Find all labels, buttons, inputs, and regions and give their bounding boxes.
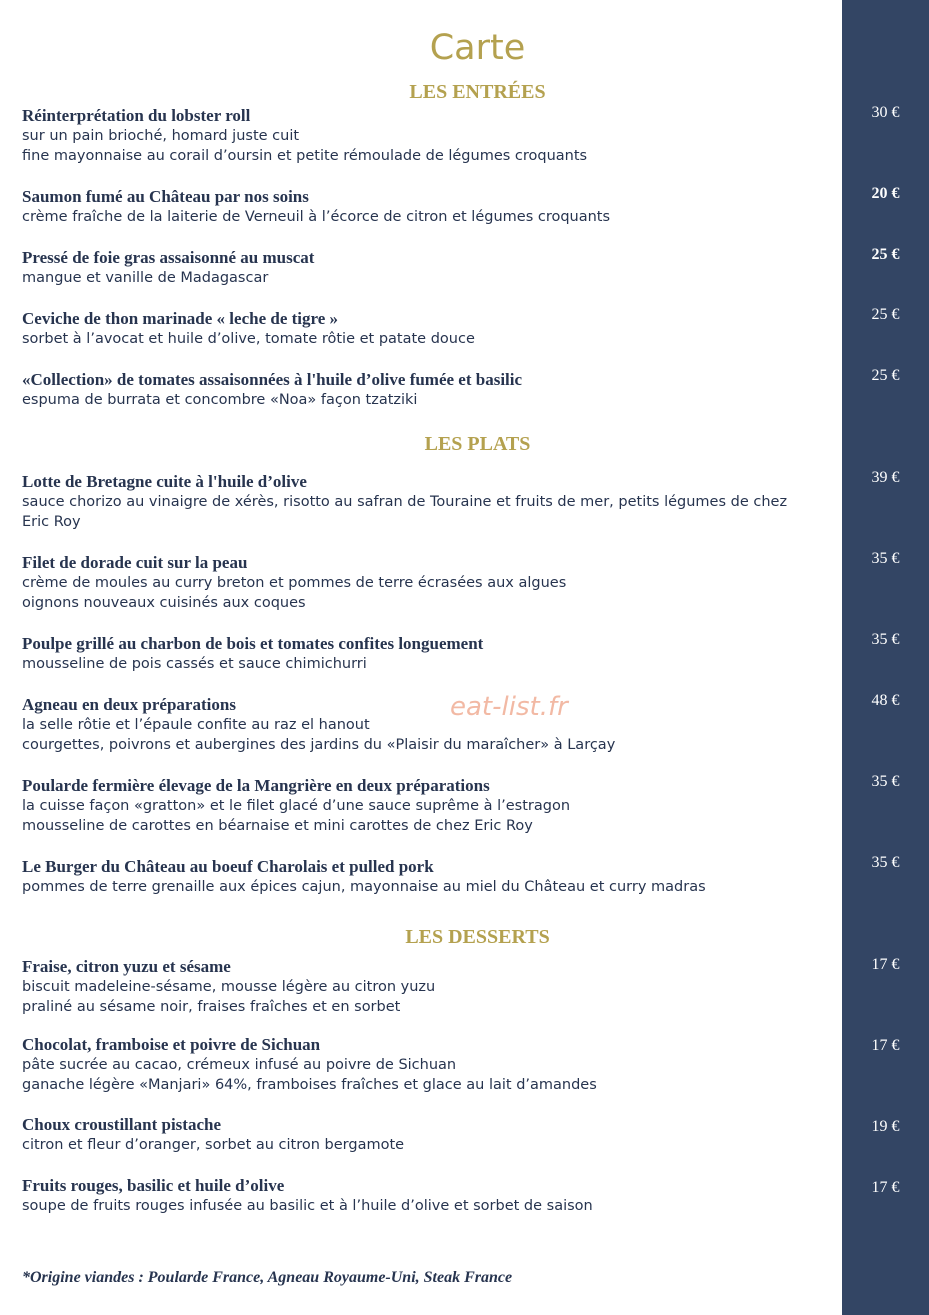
item-description-line: pâte sucrée au cacao, crémeux infusé au poivre de Sichuan: [22, 1057, 457, 1073]
item-description-line: sorbet à l’avocat et huile d’olive, tomate rôtie et patate douce: [22, 331, 475, 347]
item-description-line: mangue et vanille de Madagascar: [22, 270, 269, 286]
menu-item-burger: [22, 857, 822, 897]
item-description-line: la selle rôtie et l’épaule confite au raz el hanout: [22, 717, 370, 733]
item-name: «Collection» de tomates assaisonnées à l'huile d’olive fumée et basilic: [22, 370, 523, 389]
item-price: 17 €: [871, 1037, 900, 1054]
menu-item-fraise-yuzu: [22, 957, 822, 1018]
item-description-line: oignons nouveaux cuisinés aux coques: [22, 595, 306, 612]
item-description: [22, 977, 822, 1018]
item-price: 19 €: [871, 1118, 900, 1135]
menu-item-ceviche: [22, 309, 822, 349]
item-price: 25 €: [871, 367, 900, 384]
item-description: [22, 1055, 822, 1096]
item-price: 48 €: [871, 692, 900, 709]
item-name: Lotte de Bretagne cuite à l'huile d’olive: [22, 472, 307, 491]
menu-item-tomates: [22, 370, 822, 410]
item-name: Poulpe grillé au charbon de bois et tomates confites longuement: [22, 634, 484, 653]
item-name: Ceviche de thon marinade « leche de tigre »: [22, 309, 339, 328]
item-price: 25 €: [871, 246, 900, 263]
item-description-line: mousseline de carottes en béarnaise et mini carottes de chez Eric Roy: [22, 818, 533, 835]
menu-item-choux: [22, 1115, 822, 1155]
item-price: 35 €: [871, 854, 900, 871]
item-description: [22, 126, 822, 167]
section-title-entrees: LES ENTRÉES: [409, 81, 546, 103]
item-description-line: pommes de terre grenaille aux épices cajun, mayonnaise au miel du Château et curry madras: [22, 879, 706, 895]
item-description: [22, 1135, 822, 1155]
item-description-line: crème fraîche de la laiterie de Verneuil à l’écorce de citron et légumes croquants: [22, 209, 611, 225]
item-name: Fraise, citron yuzu et sésame: [22, 957, 231, 976]
watermark: eat-list.fr: [450, 692, 568, 722]
item-description: [22, 796, 822, 837]
item-name: Chocolat, framboise et poivre de Sichuan: [22, 1035, 321, 1054]
item-price: 35 €: [871, 773, 900, 790]
item-name: Fruits rouges, basilic et huile d’olive: [22, 1176, 285, 1195]
item-description: [22, 654, 822, 674]
item-price: 35 €: [871, 550, 900, 567]
item-price: 17 €: [871, 956, 900, 973]
item-price: 20 €: [871, 185, 900, 202]
item-name: Réinterprétation du lobster roll: [22, 106, 251, 125]
item-description-line: praliné au sésame noir, fraises fraîches et en sorbet: [22, 999, 401, 1016]
item-description-line: ganache légère «Manjari» 64%, framboises fraîches et glace au lait d’amandes: [22, 1077, 597, 1094]
menu-item-chocolat: [22, 1035, 822, 1096]
item-description-line: espuma de burrata et concombre «Noa» façon tzatziki: [22, 392, 418, 408]
item-name: Le Burger du Château au boeuf Charolais et pulled pork: [22, 857, 434, 876]
menu-item-poulpe: [22, 634, 822, 674]
item-name: Filet de dorade cuit sur la peau: [22, 553, 248, 572]
item-name: Saumon fumé au Château par nos soins: [22, 187, 309, 206]
item-name: Poularde fermière élevage de la Mangrière en deux préparations: [22, 776, 490, 795]
item-price: 30 €: [871, 104, 900, 121]
item-description: [22, 573, 822, 614]
item-description-line: la cuisse façon «gratton» et le filet glacé d’une sauce suprême à l’estragon: [22, 798, 571, 814]
menu-item-poularde: [22, 776, 822, 837]
item-description-line: citron et fleur d’oranger, sorbet au citron bergamote: [22, 1137, 405, 1153]
item-description-line: crème de moules au curry breton et pommes de terre écrasées aux algues: [22, 575, 567, 591]
menu-item-dorade: [22, 553, 822, 614]
item-description: [22, 268, 822, 288]
menu-item-lobster-roll: [22, 106, 822, 167]
item-description-line: fine mayonnaise au corail d’oursin et petite rémoulade de légumes croquants: [22, 148, 588, 165]
item-name: Agneau en deux préparations: [22, 695, 236, 714]
item-description-line: biscuit madeleine-sésame, mousse légère au citron yuzu: [22, 979, 436, 995]
item-description: [22, 877, 822, 897]
item-price: 17 €: [871, 1179, 900, 1196]
menu-item-agneau: [22, 695, 822, 756]
item-name: Pressé de foie gras assaisonné au muscat: [22, 248, 315, 267]
item-description: [22, 207, 822, 227]
item-description: [22, 492, 822, 533]
item-description: [22, 715, 822, 756]
section-title-desserts: LES DESSERTS: [405, 926, 550, 948]
item-description-line: courgettes, poivrons et aubergines des jardins du «Plaisir du maraîcher» à Larçay: [22, 737, 616, 754]
item-description: [22, 390, 822, 410]
page-title: Carte: [429, 28, 526, 68]
item-description-line: sur un pain brioché, homard juste cuit: [22, 128, 300, 144]
item-price: 35 €: [871, 631, 900, 648]
menu-item-saumon-fume: [22, 187, 822, 227]
footnote-meat-origin: *Origine viandes : Poularde France, Agneau Royaume-Uni, Steak France: [22, 1269, 513, 1286]
item-description-line: mousseline de pois cassés et sauce chimichurri: [22, 656, 367, 672]
item-price: 25 €: [871, 306, 900, 323]
item-description: [22, 329, 822, 349]
section-title-plats: LES PLATS: [424, 433, 531, 455]
item-description-line: soupe de fruits rouges infusée au basilic et à l’huile d’olive et sorbet de saison: [22, 1198, 593, 1214]
item-name: Choux croustillant pistache: [22, 1115, 221, 1134]
item-price: 39 €: [871, 469, 900, 486]
menu-item-fruits-rouges: [22, 1176, 822, 1216]
item-description: [22, 1196, 822, 1216]
menu-item-lotte: [22, 472, 822, 533]
menu-item-foie-gras: [22, 248, 822, 288]
item-description-line: sauce chorizo au vinaigre de xérès, risotto au safran de Touraine et fruits de mer, petits légumes de chez Eric Roy: [22, 494, 788, 531]
